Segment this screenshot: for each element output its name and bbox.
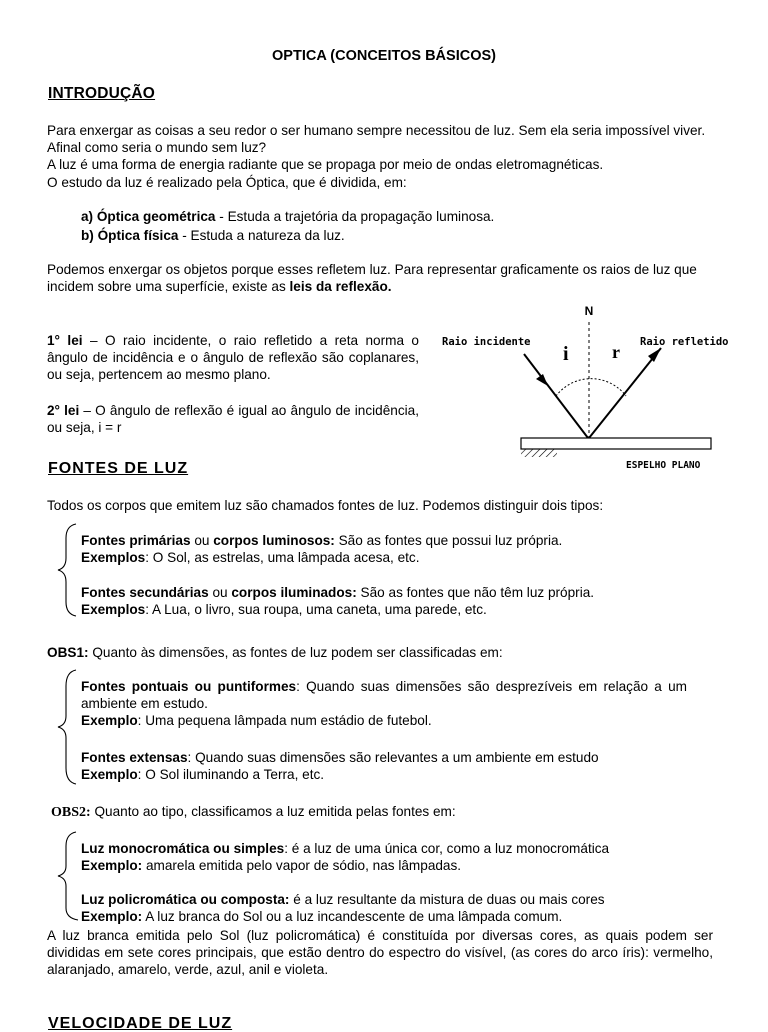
intro-heading: INTRODUÇÃO — [48, 85, 156, 102]
term: corpos iluminados: — [231, 585, 357, 600]
mirror-hatching — [521, 449, 557, 457]
brace-group-2 — [54, 668, 80, 786]
definition: São as fontes que possui luz própria. — [334, 533, 563, 548]
reflection-intro-text: Podemos enxergar os objetos porque esses refletem luz. Para representar graficamente os raios de luz que incidem sobre uma superfície, existe as — [47, 262, 697, 294]
term: Luz policromática ou composta: — [81, 892, 290, 907]
obs-label: OBS1: — [47, 645, 89, 660]
white-light-paragraph: A luz branca emitida pelo Sol (luz policromática) é constituída por diversas cores, as quais podem ser divididas em sete cores principais, que estão dentro do espectro do visível, (as cores do arco íris): vermelho, alaranjado, amarelo, verde, azul, anil e violeta. — [47, 928, 713, 977]
term: Fontes secundárias — [81, 585, 209, 600]
mirror-label: ESPELHO PLANO — [626, 460, 701, 471]
optics-item-geometric — [81, 208, 701, 225]
brace-group-3 — [54, 830, 80, 922]
example-label: Exemplo: — [81, 858, 143, 873]
reflected-ray — [589, 348, 661, 438]
term: Fontes pontuais ou puntiformes — [81, 679, 297, 694]
law-2 — [47, 402, 419, 436]
incident-ray-label: Raio incidente — [442, 336, 531, 348]
definition: : Quando suas dimensões são relevantes a um ambiente em estudo — [187, 750, 599, 765]
source-extended — [81, 749, 721, 783]
brace-group-1 — [54, 522, 80, 618]
law-text: – O ângulo de reflexão é igual ao ângulo de incidência, ou seja, i = r — [47, 403, 420, 435]
example-label: Exemplo — [81, 767, 138, 782]
reflected-ray-label: Raio refletido — [640, 336, 729, 348]
example-label: Exemplos — [81, 602, 146, 617]
definition: : é a luz de uma única cor, como a luz monocromática — [284, 841, 610, 856]
law-label: 1° lei — [47, 333, 83, 348]
reflection-diagram — [436, 298, 746, 474]
obs2 — [51, 803, 741, 821]
example-text: : O Sol iluminando a Terra, etc. — [137, 767, 325, 782]
reflected-arrow — [648, 348, 661, 362]
incident-arrow — [536, 374, 548, 386]
sources-heading: FONTES DE LUZ — [48, 460, 189, 477]
optics-item-label: b) Óptica física — [81, 228, 179, 243]
connector: ou — [208, 585, 232, 600]
sources-intro: Todos os corpos que emitem luz são chamados fontes de luz. Podemos distinguir dois tipos: — [47, 498, 604, 513]
page-title: OPTICA (CONCEITOS BÁSICOS) — [272, 48, 496, 64]
definition: é a luz resultante da mistura de duas ou mais cores — [289, 892, 605, 907]
normal-label: N — [584, 304, 594, 318]
term: Fontes extensas — [81, 750, 188, 765]
law-label: 2° lei — [47, 403, 80, 418]
obs-text: Quanto às dimensões, as fontes de luz podem ser classificadas em: — [88, 645, 503, 660]
obs1 — [47, 644, 737, 661]
law-1 — [47, 332, 419, 383]
optics-item-text: - Estuda a natureza da luz. — [178, 228, 345, 243]
plane-mirror — [521, 438, 711, 449]
example-text: : A Lua, o livro, sua roupa, uma caneta, uma parede, etc. — [145, 602, 487, 617]
incident-ray — [524, 354, 588, 438]
definition: : Quando suas dimensões são desprezíveis em relação a um ambiente em estudo. — [81, 679, 687, 711]
intro-paragraph-3: O estudo da luz é realizado pela Óptica, que é dividida, em: — [47, 175, 407, 190]
angle-arc — [556, 379, 626, 396]
example-text: : O Sol, as estrelas, uma lâmpada acesa, etc. — [145, 550, 420, 565]
angle-r-label: r — [612, 342, 620, 362]
example-label: Exemplos — [81, 550, 146, 565]
reflection-laws-term: leis da reflexão. — [289, 279, 392, 294]
example-label: Exemplo — [81, 713, 138, 728]
next-section-heading: VELOCIDADE DE LUZ — [48, 1015, 233, 1032]
source-secondary — [81, 584, 721, 618]
intro-paragraph-4 — [47, 261, 697, 295]
intro-paragraph-1: Para enxergar as coisas a seu redor o ser humano sempre necessitou de luz. Sem ela seria impossível viver. Afinal como seria o mundo sem luz? — [47, 123, 706, 155]
source-point — [81, 678, 687, 729]
obs-text: Quanto ao tipo, classificamos a luz emitida pelas fontes em: — [90, 804, 456, 819]
optics-item-text: - Estuda a trajetória da propagação luminosa. — [215, 209, 495, 224]
example-text: A luz branca do Sol ou a luz incandescente de uma lâmpada comum. — [142, 909, 563, 924]
light-monochromatic — [81, 840, 721, 874]
obs-label: OBS2: — [51, 805, 91, 820]
optics-item-label: a) Óptica geométrica — [81, 209, 216, 224]
example-text: : Uma pequena lâmpada num estádio de futebol. — [137, 713, 432, 728]
example-text: amarela emitida pelo vapor de sódio, nas lâmpadas. — [142, 858, 462, 873]
example-label: Exemplo: — [81, 909, 143, 924]
term: Luz monocromática ou simples — [81, 841, 285, 856]
definition: São as fontes que não têm luz própria. — [356, 585, 595, 600]
term: corpos luminosos: — [213, 533, 335, 548]
term: Fontes primárias — [81, 533, 191, 548]
angle-i-label: i — [563, 343, 569, 365]
optics-item-physical — [81, 227, 701, 244]
connector: ou — [190, 533, 214, 548]
source-primary — [81, 532, 721, 566]
light-polychromatic — [81, 891, 721, 925]
law-text: – O raio incidente, o raio refletido a reta norma o ângulo de incidência e o ângulo de reflexão são coplanares, ou seja, pertencem ao mesmo plano. — [47, 333, 419, 382]
intro-paragraph-2: A luz é uma forma de energia radiante que se propaga por meio de ondas eletromagnéticas. — [47, 157, 604, 172]
